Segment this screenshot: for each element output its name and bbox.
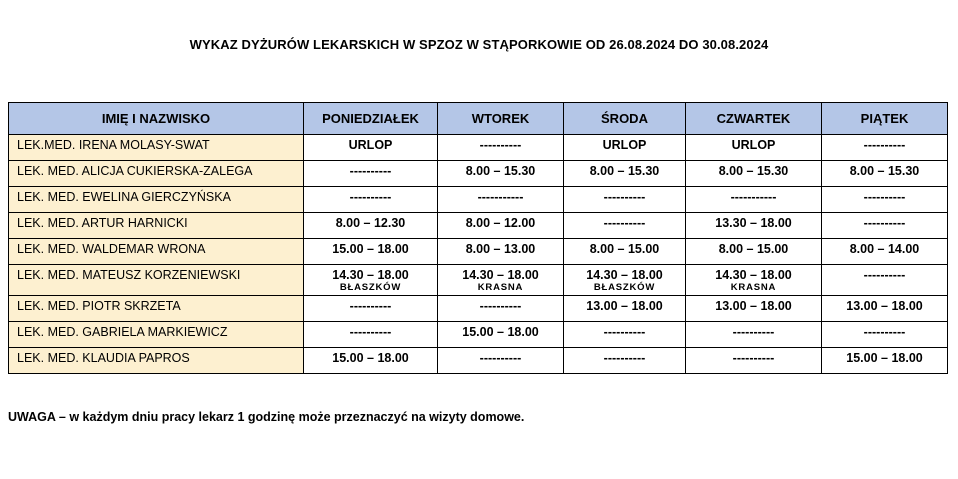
shift-hours: 8.00 – 15.00 — [589, 242, 660, 256]
shift-location: KRASNA — [477, 282, 524, 293]
shift-cell-wednesday — [564, 322, 686, 348]
shift-hours: 15.00 – 18.00 — [846, 351, 923, 365]
table-row — [9, 239, 948, 265]
shift-cell-friday — [822, 187, 948, 213]
shift-cell-friday — [822, 239, 948, 265]
table-row — [9, 296, 948, 322]
doctor-name: LEK. MED. ARTUR HARNICKI — [9, 213, 304, 239]
shift-cell-tuesday — [438, 348, 564, 374]
shift-hours: 13.00 – 18.00 — [586, 299, 663, 313]
shift-cell-wednesday — [564, 265, 686, 296]
shift-hours: ---------- — [732, 325, 775, 339]
table-row — [9, 135, 948, 161]
shift-hours: ---------- — [349, 299, 392, 313]
shift-cell-monday — [304, 239, 438, 265]
shift-cell-tuesday — [438, 213, 564, 239]
shift-cell-wednesday — [564, 187, 686, 213]
shift-cell-tuesday — [438, 322, 564, 348]
shift-hours: URLOP — [602, 138, 647, 152]
header-row — [9, 103, 948, 135]
header-thursday: CZWARTEK — [686, 103, 822, 135]
shift-hours: ----------- — [477, 190, 524, 204]
doctor-name: LEK. MED. PIOTR SKRZETA — [9, 296, 304, 322]
shift-hours: 8.00 – 12.30 — [335, 216, 406, 230]
shift-hours: ---------- — [863, 216, 906, 230]
shift-cell-monday — [304, 135, 438, 161]
shift-cell-wednesday — [564, 213, 686, 239]
shift-cell-monday — [304, 322, 438, 348]
shift-hours: ---------- — [349, 190, 392, 204]
table-row — [9, 322, 948, 348]
doctor-name: LEK.MED. IRENA MOLASY-SWAT — [9, 135, 304, 161]
shift-hours: ---------- — [349, 164, 392, 178]
shift-cell-thursday — [686, 239, 822, 265]
doctor-name: LEK. MED. ALICJA CUKIERSKA-ZALEGA — [9, 161, 304, 187]
shift-cell-tuesday — [438, 265, 564, 296]
shift-hours: 14.30 – 18.00 — [462, 268, 539, 282]
shift-cell-thursday — [686, 213, 822, 239]
shift-cell-thursday — [686, 296, 822, 322]
shift-cell-tuesday — [438, 187, 564, 213]
shift-cell-thursday — [686, 135, 822, 161]
doctor-name: LEK. MED. WALDEMAR WRONA — [9, 239, 304, 265]
shift-hours: ---------- — [603, 351, 646, 365]
shift-hours: ----------- — [730, 190, 777, 204]
shift-cell-friday — [822, 161, 948, 187]
shift-hours: 8.00 – 15.30 — [849, 164, 920, 178]
shift-cell-monday — [304, 348, 438, 374]
shift-hours: 15.00 – 18.00 — [332, 242, 409, 256]
shift-cell-wednesday — [564, 348, 686, 374]
shift-cell-tuesday — [438, 239, 564, 265]
shift-hours: 8.00 – 13.00 — [465, 242, 536, 256]
shift-hours: 13.30 – 18.00 — [715, 216, 792, 230]
table-row — [9, 265, 948, 296]
shift-hours: URLOP — [731, 138, 776, 152]
schedule-table — [8, 102, 948, 374]
shift-hours: 13.00 – 18.00 — [846, 299, 923, 313]
shift-hours: 8.00 – 15.30 — [718, 164, 789, 178]
shift-cell-wednesday — [564, 161, 686, 187]
shift-cell-thursday — [686, 322, 822, 348]
shift-cell-tuesday — [438, 161, 564, 187]
shift-hours: 15.00 – 18.00 — [462, 325, 539, 339]
shift-hours: ---------- — [479, 351, 522, 365]
shift-location: BŁASZKÓW — [593, 282, 656, 293]
doctor-name: LEK. MED. MATEUSZ KORZENIEWSKI — [9, 265, 304, 296]
header-wednesday: ŚRODA — [564, 103, 686, 135]
shift-cell-monday — [304, 187, 438, 213]
shift-cell-tuesday — [438, 296, 564, 322]
shift-hours: ---------- — [863, 325, 906, 339]
shift-cell-thursday — [686, 265, 822, 296]
header-monday: PONIEDZIAŁEK — [304, 103, 438, 135]
shift-cell-thursday — [686, 187, 822, 213]
shift-cell-friday — [822, 265, 948, 296]
shift-cell-monday — [304, 265, 438, 296]
shift-hours: 8.00 – 14.00 — [849, 242, 920, 256]
shift-hours: ---------- — [863, 268, 906, 282]
shift-cell-wednesday — [564, 239, 686, 265]
shift-cell-thursday — [686, 161, 822, 187]
shift-cell-friday — [822, 213, 948, 239]
shift-hours: ---------- — [479, 299, 522, 313]
shift-hours: ---------- — [603, 190, 646, 204]
shift-cell-monday — [304, 213, 438, 239]
shift-hours: 14.30 – 18.00 — [332, 268, 409, 282]
header-friday: PIĄTEK — [822, 103, 948, 135]
table-row — [9, 161, 948, 187]
shift-hours: 8.00 – 15.30 — [589, 164, 660, 178]
shift-cell-monday — [304, 296, 438, 322]
shift-hours: 14.30 – 18.00 — [715, 268, 792, 282]
shift-hours: ---------- — [863, 138, 906, 152]
shift-cell-friday — [822, 348, 948, 374]
doctor-name: LEK. MED. GABRIELA MARKIEWICZ — [9, 322, 304, 348]
shift-location: BŁASZKÓW — [339, 282, 402, 293]
shift-hours: ---------- — [603, 216, 646, 230]
shift-hours: ---------- — [732, 351, 775, 365]
shift-hours: 13.00 – 18.00 — [715, 299, 792, 313]
shift-hours: 14.30 – 18.00 — [586, 268, 663, 282]
shift-cell-wednesday — [564, 135, 686, 161]
header-name: IMIĘ I NAZWISKO — [9, 103, 304, 135]
shift-hours: ---------- — [863, 190, 906, 204]
shift-hours: 8.00 – 12.00 — [465, 216, 536, 230]
doctor-name: LEK. MED. KLAUDIA PAPROS — [9, 348, 304, 374]
shift-hours: ---------- — [603, 325, 646, 339]
doctor-name: LEK. MED. EWELINA GIERCZYŃSKA — [9, 187, 304, 213]
shift-hours: 8.00 – 15.00 — [718, 242, 789, 256]
shift-hours: URLOP — [348, 138, 393, 152]
table-row — [9, 187, 948, 213]
shift-cell-tuesday — [438, 135, 564, 161]
shift-hours: ---------- — [479, 138, 522, 152]
note-text: UWAGA – w każdym dniu pracy lekarz 1 godzinę może przeznaczyć na wizyty domowe. — [8, 410, 525, 424]
shift-cell-monday — [304, 161, 438, 187]
shift-location: KRASNA — [730, 282, 777, 293]
page-title: WYKAZ DYŻURÓW LEKARSKICH W SPZOZ W STĄPORKOWIE OD 26.08.2024 DO 30.08.2024 — [189, 37, 769, 52]
shift-cell-friday — [822, 135, 948, 161]
table-row — [9, 213, 948, 239]
shift-cell-wednesday — [564, 296, 686, 322]
shift-hours: 15.00 – 18.00 — [332, 351, 409, 365]
shift-cell-thursday — [686, 348, 822, 374]
table-row — [9, 348, 948, 374]
header-tuesday: WTOREK — [438, 103, 564, 135]
shift-cell-friday — [822, 322, 948, 348]
shift-cell-friday — [822, 296, 948, 322]
shift-hours: ---------- — [349, 325, 392, 339]
shift-hours: 8.00 – 15.30 — [465, 164, 536, 178]
